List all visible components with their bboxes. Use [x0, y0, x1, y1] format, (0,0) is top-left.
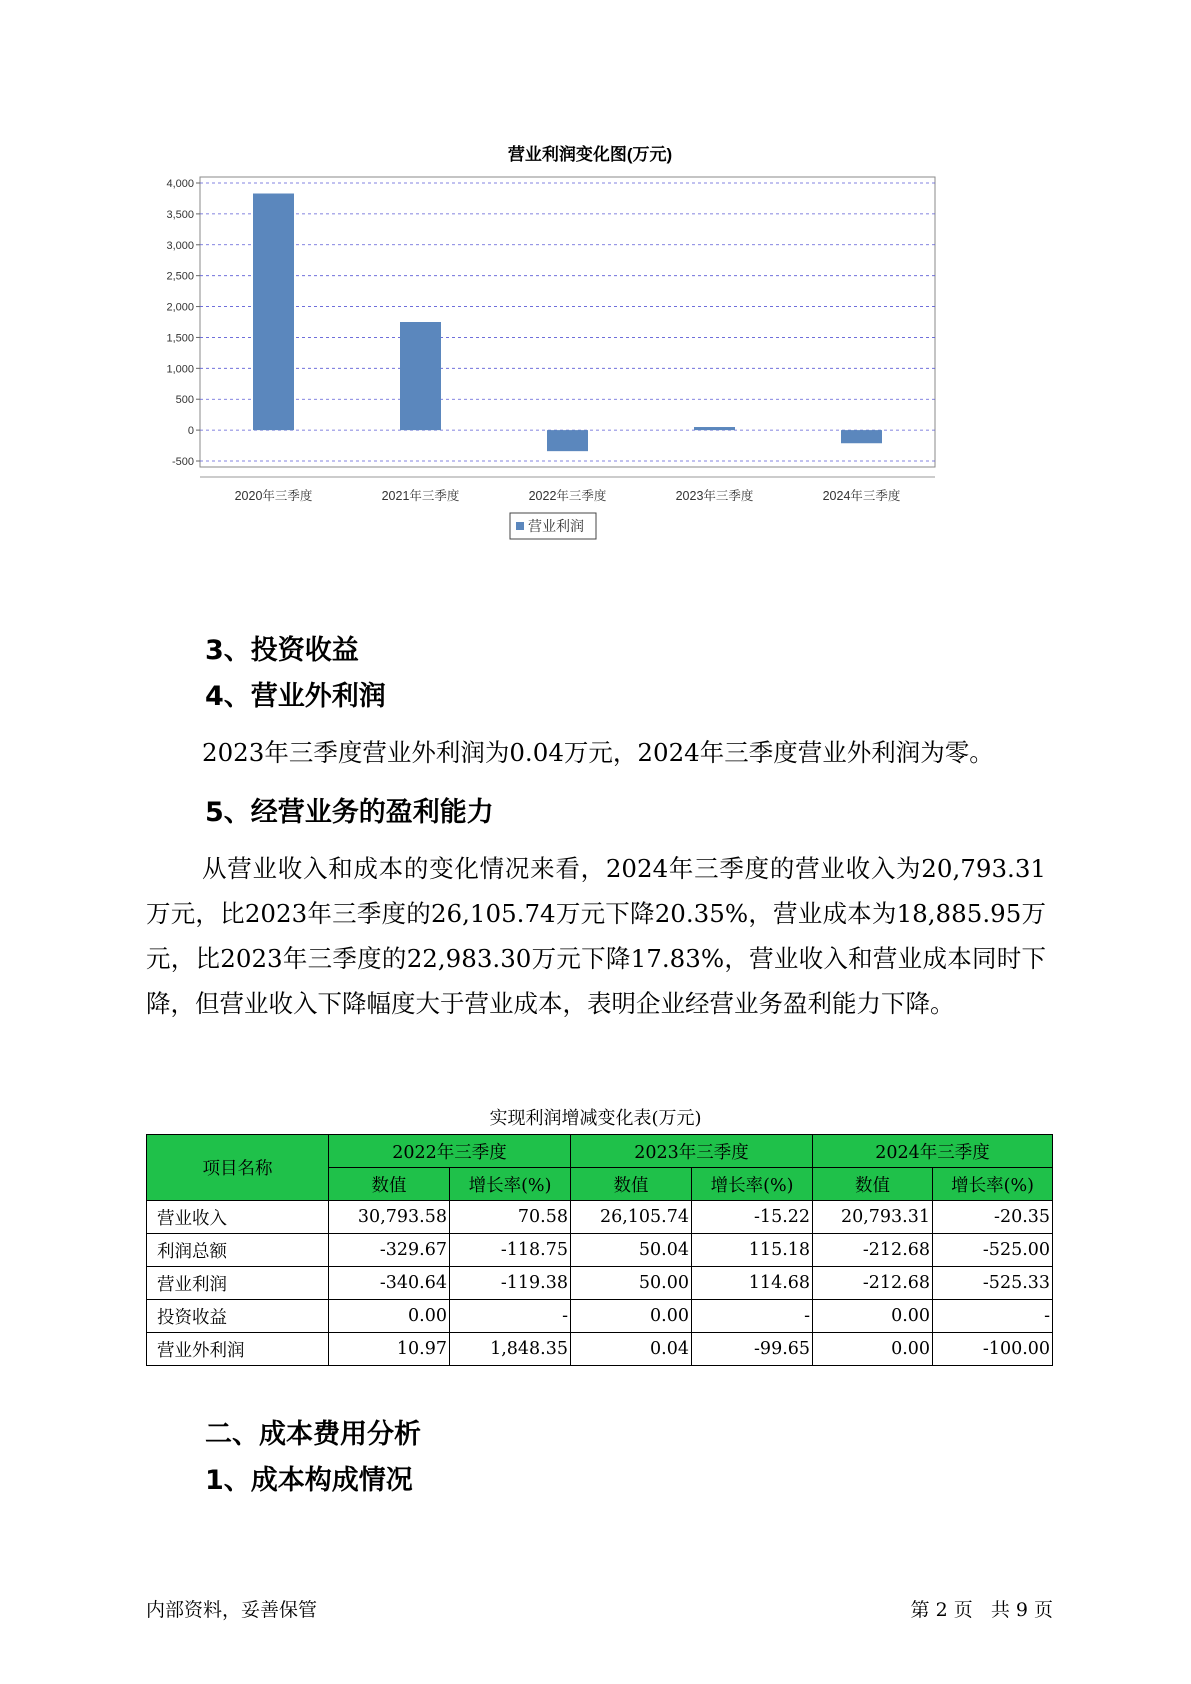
heading-cost-analysis: 二、成本费用分析	[205, 1419, 421, 1450]
x-tick-label: 2023年三季度	[675, 489, 754, 503]
header-period-2024: 2024年三季度	[813, 1135, 1053, 1168]
table-row	[147, 1267, 1053, 1300]
table-cell: 30,793.58	[329, 1201, 450, 1234]
y-tick-label: 0	[187, 425, 194, 438]
y-tick-label: 4,000	[166, 178, 194, 190]
x-tick-label: 2021年三季度	[381, 489, 460, 503]
heading-non-operating-profit: 4、营业外利润	[205, 681, 386, 712]
y-tick-label: 500	[175, 394, 194, 407]
table-cell: 115.18	[692, 1234, 813, 1267]
bar	[694, 427, 735, 430]
table-cell: -212.68	[813, 1234, 933, 1267]
table-cell: 70.58	[450, 1201, 571, 1234]
table-cell: 50.04	[571, 1234, 692, 1267]
row-label: 利润总额	[147, 1234, 329, 1267]
table-row	[147, 1234, 1053, 1267]
chart-title: 营业利润变化图(万元)	[507, 145, 673, 164]
heading-operating-profitability: 5、经营业务的盈利能力	[205, 797, 494, 828]
table-cell: 0.00	[813, 1333, 933, 1366]
y-tick-label: 1,500	[166, 332, 194, 345]
table-cell: 0.00	[571, 1300, 692, 1333]
table-cell: 114.68	[692, 1267, 813, 1300]
table-cell: 50.00	[571, 1267, 692, 1300]
table-cell: 0.04	[571, 1333, 692, 1366]
x-tick-label: 2022年三季度	[528, 489, 607, 503]
subheader-growth: 增长率(%)	[450, 1168, 571, 1201]
row-label: 营业外利润	[147, 1333, 329, 1366]
y-tick-label: 3,500	[166, 208, 194, 221]
table-cell: -	[450, 1300, 571, 1333]
row-label: 投资收益	[147, 1300, 329, 1333]
paragraph-operating-profitability: 从营业收入和成本的变化情况来看，2024年三季度的营业收入为20,793.31万元，比2023年三季度的26,105.74万元下降20.35%，营业成本为18,885.95万元，比2023年三季度的22,983.30万元下降17.83%，营业收入和营业成本同时下降，但营业收入下降幅度大于营业成本，表明企业经营业务盈利能力下降。	[146, 854, 1046, 1018]
header-item-name: 项目名称	[147, 1135, 329, 1201]
x-tick-label: 2024年三季度	[822, 489, 901, 503]
header-period-2023: 2023年三季度	[571, 1135, 813, 1168]
header-period-2022: 2022年三季度	[329, 1135, 571, 1168]
bar	[547, 430, 588, 451]
x-tick-label: 2020年三季度	[234, 489, 313, 503]
table-cell: -	[692, 1300, 813, 1333]
table-cell: 1,848.35	[450, 1333, 571, 1366]
y-tick-label: -500	[171, 456, 194, 468]
subheader-value: 数值	[571, 1168, 692, 1201]
bar	[400, 322, 441, 430]
legend-swatch	[516, 522, 524, 530]
footer-page-number: 第 2 页 共 9 页	[910, 1599, 1053, 1621]
y-tick-label: 2,000	[166, 301, 194, 314]
profit-chart	[150, 140, 1030, 600]
table-row	[147, 1300, 1053, 1333]
table-cell: 0.00	[813, 1300, 933, 1333]
profit-change-table	[146, 1134, 1053, 1366]
heading-cost-structure: 1、成本构成情况	[205, 1465, 413, 1496]
subheader-growth: 增长率(%)	[692, 1168, 813, 1201]
table-cell: -118.75	[450, 1234, 571, 1267]
table-cell: -212.68	[813, 1267, 933, 1300]
table-cell: 20,793.31	[813, 1201, 933, 1234]
profit-chart-svg	[150, 140, 1030, 600]
heading-investment-income: 3、投资收益	[205, 635, 359, 666]
table-row	[147, 1333, 1053, 1366]
table-caption: 实现利润增减变化表(万元)	[489, 1108, 702, 1129]
table-cell: -99.65	[692, 1333, 813, 1366]
bar	[841, 430, 882, 443]
table-cell: -525.00	[933, 1234, 1053, 1267]
row-label: 营业利润	[147, 1267, 329, 1300]
bar	[253, 194, 294, 431]
subheader-value: 数值	[329, 1168, 450, 1201]
y-tick-label: 3,000	[166, 239, 194, 252]
table-cell: -340.64	[329, 1267, 450, 1300]
table-cell: -	[933, 1300, 1053, 1333]
y-tick-label: 2,500	[166, 270, 194, 283]
table-cell: -329.67	[329, 1234, 450, 1267]
subheader-growth: 增长率(%)	[933, 1168, 1053, 1201]
footer-confidential: 内部资料，妥善保管	[146, 1599, 318, 1621]
table-cell: 10.97	[329, 1333, 450, 1366]
plot-area	[200, 177, 935, 467]
table-cell: 26,105.74	[571, 1201, 692, 1234]
subheader-value: 数值	[813, 1168, 933, 1201]
table-cell: -525.33	[933, 1267, 1053, 1300]
paragraph-non-operating-profit: 2023年三季度营业外利润为0.04万元，2024年三季度营业外利润为零。	[202, 738, 994, 767]
table-cell: -20.35	[933, 1201, 1053, 1234]
table-cell: -15.22	[692, 1201, 813, 1234]
row-label: 营业收入	[147, 1201, 329, 1234]
table-row	[147, 1201, 1053, 1234]
y-tick-label: 1,000	[166, 363, 194, 376]
table-cell: 0.00	[329, 1300, 450, 1333]
table-cell: -119.38	[450, 1267, 571, 1300]
table-cell: -100.00	[933, 1333, 1053, 1366]
legend-label: 营业利润	[528, 518, 584, 534]
